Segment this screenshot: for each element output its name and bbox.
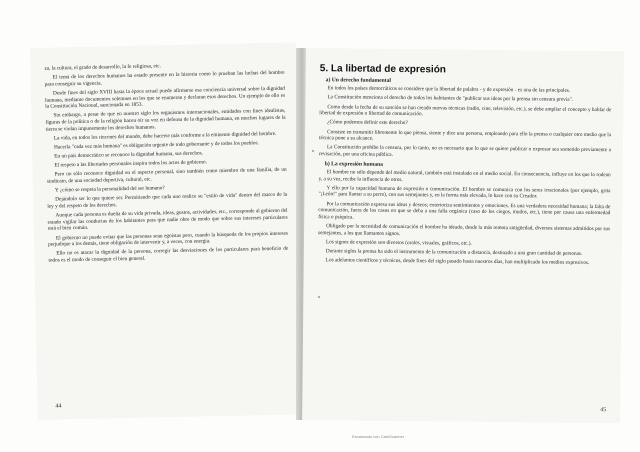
paragraph: Los adelantos científicos y técnicos, desde fines del siglo pasado hasta nuestros días, han multiplicado los medios expresivos. xyxy=(325,257,590,267)
paragraph: El gobierno no puede evitar que las personas sean egoístas pero, cuando la búsqueda de los propios intereses perjudique a los demás, tiene obligación de intervenir y, a veces, con energía. xyxy=(48,230,288,248)
paragraph: za, la cultura, el grado de desarrollo, la fe religiosa, etc. xyxy=(44,63,161,72)
left-page xyxy=(30,42,304,419)
chapter-title: 5. La libertad de expresión xyxy=(319,63,446,76)
paragraph: El tema de los derechos humanos ha estado presente en la historia como lo prueban las luchas del hombre para conseguir su vigencia. xyxy=(44,69,285,88)
right-page xyxy=(302,48,624,423)
paragraph: En un país democrático se reconoce la dignidad humana, sus derechos. xyxy=(54,150,204,160)
right-page-text xyxy=(318,63,612,269)
paragraph: Ello no es atacar la dignidad de la persona, corregir las desviaciones de los particulares para beneficio de todos es el modo de conseguir el bien general. xyxy=(48,246,289,264)
scanner-watermark: Escaneado con CamScanner xyxy=(352,434,405,439)
paragraph: Aunque cada persona es dueña de su vida privada, ideas, gustos, actividades, etc., corresponde al gobierno del estado vigilar las conductas de los habitantes para que nadie obre de modo que sobre sus intereses particulares está el bien común. xyxy=(47,207,288,233)
paragraph: La Constitución prohíbe la censura, por lo tanto, no es necesario que lo que se quiere publicar o expresar sea sometido previamente a revisación, por una oficina pública. xyxy=(318,144,611,158)
paragraph: Hacerla "cada vez más humana" es obligación urgente de todo gobernante y de todos los pueblos. xyxy=(54,140,259,151)
paragraph: Durante siglos la prensa ha sido el instrumento de la comunicación a distancia, destinado a una gran cantidad de personas. xyxy=(325,248,583,257)
paragraph: Obligado por la necesidad de comunicación el hombre ha ideado, desde la más remota antigüedad, diversos sistemas admitidos por sus semejantes, a los que llamamos signos. xyxy=(318,223,611,237)
paragraph: La vida, en todos los rincones del mundo, debe hacerse más conforme a la eminente dignidad del hombre. xyxy=(53,130,277,142)
paragraph: Desde fines del siglo XVIII hasta la época actual puede afirmarse esa conciencia universal sobre la dignidad humana, mediante documentos solemnes en los que se enumeran y declaran esos derechos. Un ejemplo de ello es la Constitución Nacional, sancionada en 1853. xyxy=(45,85,286,110)
scan-speck xyxy=(318,296,320,298)
paragraph: El hombre no sólo depende del medio natural, también está instalado en el medio social. En consecuencia, influye en los que lo rodean y, a su vez, recibe la influencia de otros. xyxy=(318,169,611,183)
paragraph: Consiste en transmitir libremente lo que piensa, siente y dice una persona, empleando para ello la prensa o cualquier otro medio que la técnica pone a su alcance. xyxy=(319,128,612,142)
section-heading: a) Un derecho fundamental xyxy=(325,76,392,84)
paragraph: Sin embargo, a pesar de que en nuestro siglo los organismos internacionales, entidades con fines idealistas, figuras de la política o de la religión hacen oír su voz en defensa de la dignidad humana, en muchos lugares de la tierra se violan impunemente los derechos humanos. xyxy=(45,108,286,133)
paragraph: ¿Cómo podemos definir este derecho? xyxy=(327,119,408,127)
section-heading: b) La expresión humana xyxy=(324,160,384,168)
right-sections xyxy=(318,77,612,267)
scan-speck xyxy=(312,150,314,152)
left-page-text xyxy=(44,61,288,267)
paragraph: Pero no sólo reconoce dignidad en el aspecto personal, sino también como miembro de una familia, de un sindicato, de una sociedad deportiva, cultural, etc. xyxy=(46,167,287,185)
paragraph: La Constitución menciona el derecho de todos los habitantes de "publicar sus ideas por la prensa sin censura previa". xyxy=(327,94,574,104)
paragraph: Dejándolo ser lo que quiere ser. Permitiendo que cada uno realice su "estilo de vida" dentro del marco de la ley y del respeto de los derechos. xyxy=(47,192,288,210)
paragraph: Por la comunicación expresa sus ideas y deseos; exterioriza sentimientos y emociones. Es una verdadera necesidad humana; la falta de comunicación, fuera de los casos en que se deba a una falla orgánica (caso de los ciegos, mudos, etc.), tiene por causa una enfermedad física o psíquica. xyxy=(318,200,611,221)
paragraph: Como desde la fecha de su sanción se han creado nuevas técnicas (radio, cine, televisión, etc.), se debe ampliar el concepto y hablar de libertad de expresión o libertad de comunicación. xyxy=(319,103,612,118)
paragraph: En todos los países democráticos se considere que la libertad de palabra - y de expresión - es una de las principales. xyxy=(327,85,571,94)
paragraph: Y ello por la capacidad humana de expresión o comunicación. El hombre se comunica con los seres irracionales (por ejemplo, grita "¡León!" para llamar a su perro), con sus semejantes y, en la forma más elevada, lo hace con su Creador. xyxy=(318,185,611,200)
paragraph: Y ¿cómo se respeta la personalidad del ser humano? xyxy=(54,185,165,194)
paragraph: Los signos de expresión son diversos (orales, visuales, gráficos, etc.). xyxy=(325,239,472,247)
right-page-number: 45 xyxy=(600,407,607,414)
left-page-number: 44 xyxy=(55,403,62,410)
paragraph: El respeto a las libertades personales inspira todos los actos de gobierno. xyxy=(54,159,208,169)
